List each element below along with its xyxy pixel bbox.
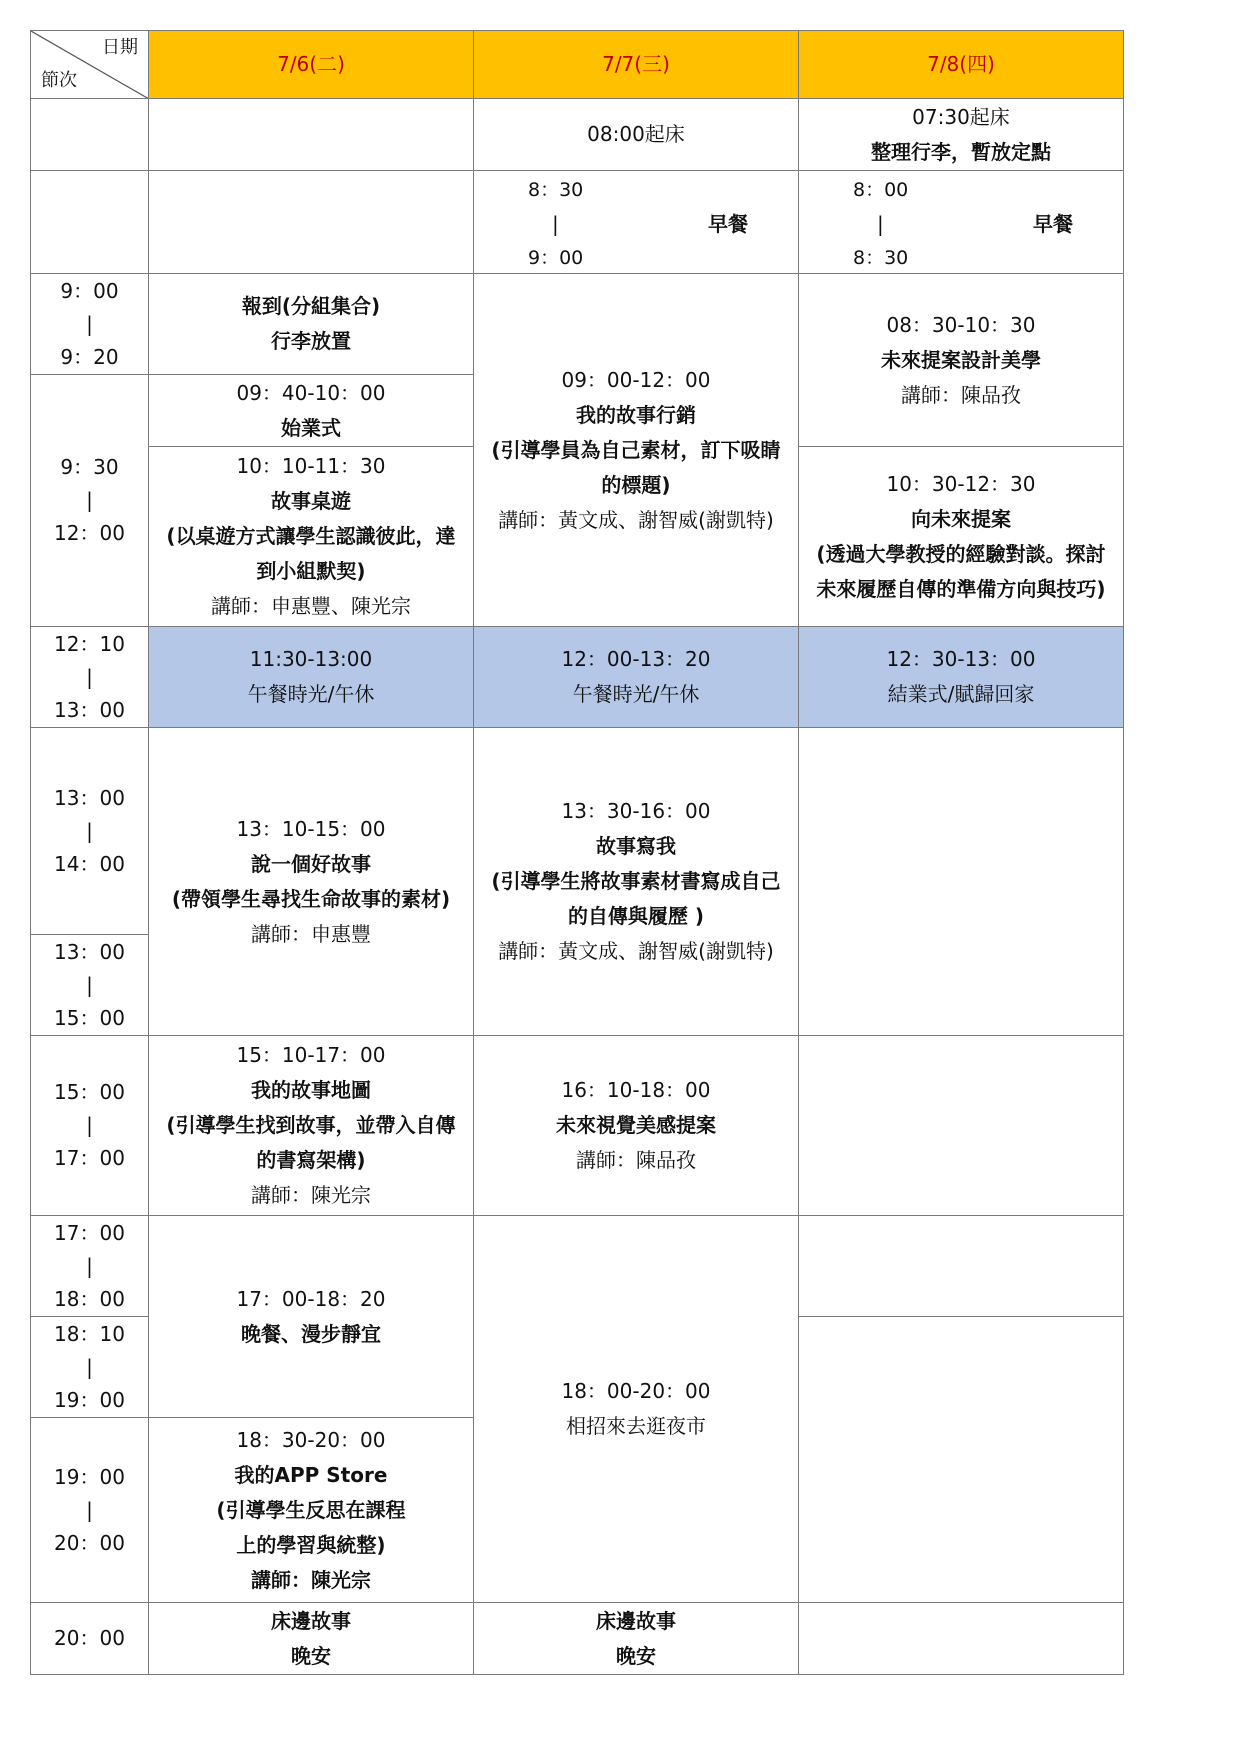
day1-empty-cell <box>149 171 474 274</box>
day1-goodstory-session: 13：10-15：00 說一個好故事 (帶領學生尋找生命故事的素材) 講師：申惠豐 <box>149 728 474 1036</box>
day3-wakeup: 07:30起床 整理行李，暫放定點 <box>799 99 1124 171</box>
time-cell: 15：00 | 17：00 <box>31 1036 149 1216</box>
day2-visual-session: 16：10-18：00 未來視覺美感提案 講師：陳品孜 <box>474 1036 799 1216</box>
day2-breakfast: 8：30 | 9：00 早餐 <box>474 171 799 274</box>
day3-empty-cell <box>799 1603 1124 1675</box>
day1-storymap-session: 15：10-17：00 我的故事地圖 (引導學生找到故事，並帶入自傳 的書寫架構) 講師：陳光宗 <box>149 1036 474 1216</box>
day1-appstore-session: 18：30-20：00 我的APP Store (引導學生反思在課程 上的學習與統整) 講師：陳光宗 <box>149 1418 474 1603</box>
row-0900 <box>31 274 1124 375</box>
time-cell-empty <box>31 171 149 274</box>
time-cell-empty <box>31 99 149 171</box>
day3-breakfast: 8：00 | 8：30 早餐 <box>799 171 1124 274</box>
wakeup-row <box>31 99 1124 171</box>
day1-lunch: 11:30-13:00 午餐時光/午休 <box>149 627 474 728</box>
day2-header: 7/7(三) <box>474 31 799 99</box>
day2-nightmarket: 18：00-20：00 相招來去逛夜市 <box>474 1216 799 1603</box>
date-label: 日期 <box>102 37 138 58</box>
day3-empty-cell <box>799 1216 1124 1317</box>
day2-marketing-session: 09：00-12：00 我的故事行銷 (引導學員為自己素材，訂下吸睛 的標題) 講師：黃文成、謝智威(謝凱特) <box>474 274 799 627</box>
day3-design-session: 08：30-10：30 未來提案設計美學 講師：陳品孜 <box>799 274 1124 447</box>
day1-bedtime: 床邊故事 晚安 <box>149 1603 474 1675</box>
breakfast-row <box>31 171 1124 274</box>
time-cell: 9：00 | 9：20 <box>31 274 149 375</box>
day1-checkin: 報到(分組集合) 行李放置 <box>149 274 474 375</box>
day1-opening: 09：40-10：00 始業式 <box>149 375 474 447</box>
day3-closing: 12：30-13：00 結業式/賦歸回家 <box>799 627 1124 728</box>
day2-lunch: 12：00-13：20 午餐時光/午休 <box>474 627 799 728</box>
day3-proposal-session: 10：30-12：30 向未來提案 (透過大學教授的經驗對談。探討 未來履歷自傳的準備方向與技巧) <box>799 447 1124 627</box>
row-1700 <box>31 1216 1124 1317</box>
row-1300 <box>31 728 1124 935</box>
day1-boardgame-session: 10：10-11：30 故事桌遊 (以桌遊方式讓學生認識彼此，達 到小組默契) 講師：申惠豐、陳光宗 <box>149 447 474 627</box>
row-2000 <box>31 1603 1124 1675</box>
time-cell: 9：30 | 12：00 <box>31 375 149 627</box>
time-cell: 20：00 <box>31 1603 149 1675</box>
day2-bedtime: 床邊故事 晚安 <box>474 1603 799 1675</box>
day3-empty-cell <box>799 1317 1124 1603</box>
header-row <box>31 31 1124 99</box>
day3-header: 7/8(四) <box>799 31 1124 99</box>
day1-header: 7/6(二) <box>149 31 474 99</box>
schedule-table <box>30 30 1124 1675</box>
corner-header-cell <box>31 31 149 99</box>
day2-wakeup: 08:00起床 <box>474 99 799 171</box>
time-cell: 13：00 | 14：00 <box>31 728 149 935</box>
day1-empty-cell <box>149 99 474 171</box>
time-cell: 19：00 | 20：00 <box>31 1418 149 1603</box>
period-label: 節次 <box>41 70 77 91</box>
time-cell: 17：00 | 18：00 <box>31 1216 149 1317</box>
day3-empty-cell <box>799 1036 1124 1216</box>
day2-writeme-session: 13：30-16：00 故事寫我 (引導學生將故事素材書寫成自己 的自傳與履歷 ) 講師：黃文成、謝智威(謝凱特) <box>474 728 799 1036</box>
time-cell: 13：00 | 15：00 <box>31 935 149 1036</box>
day3-empty-cell <box>799 728 1124 1036</box>
time-cell: 12：10 | 13：00 <box>31 627 149 728</box>
time-cell: 18：10 | 19：00 <box>31 1317 149 1418</box>
day1-dinner: 17：00-18：20 晚餐、漫步靜宜 <box>149 1216 474 1418</box>
row-1500 <box>31 1036 1124 1216</box>
row-lunch <box>31 627 1124 728</box>
